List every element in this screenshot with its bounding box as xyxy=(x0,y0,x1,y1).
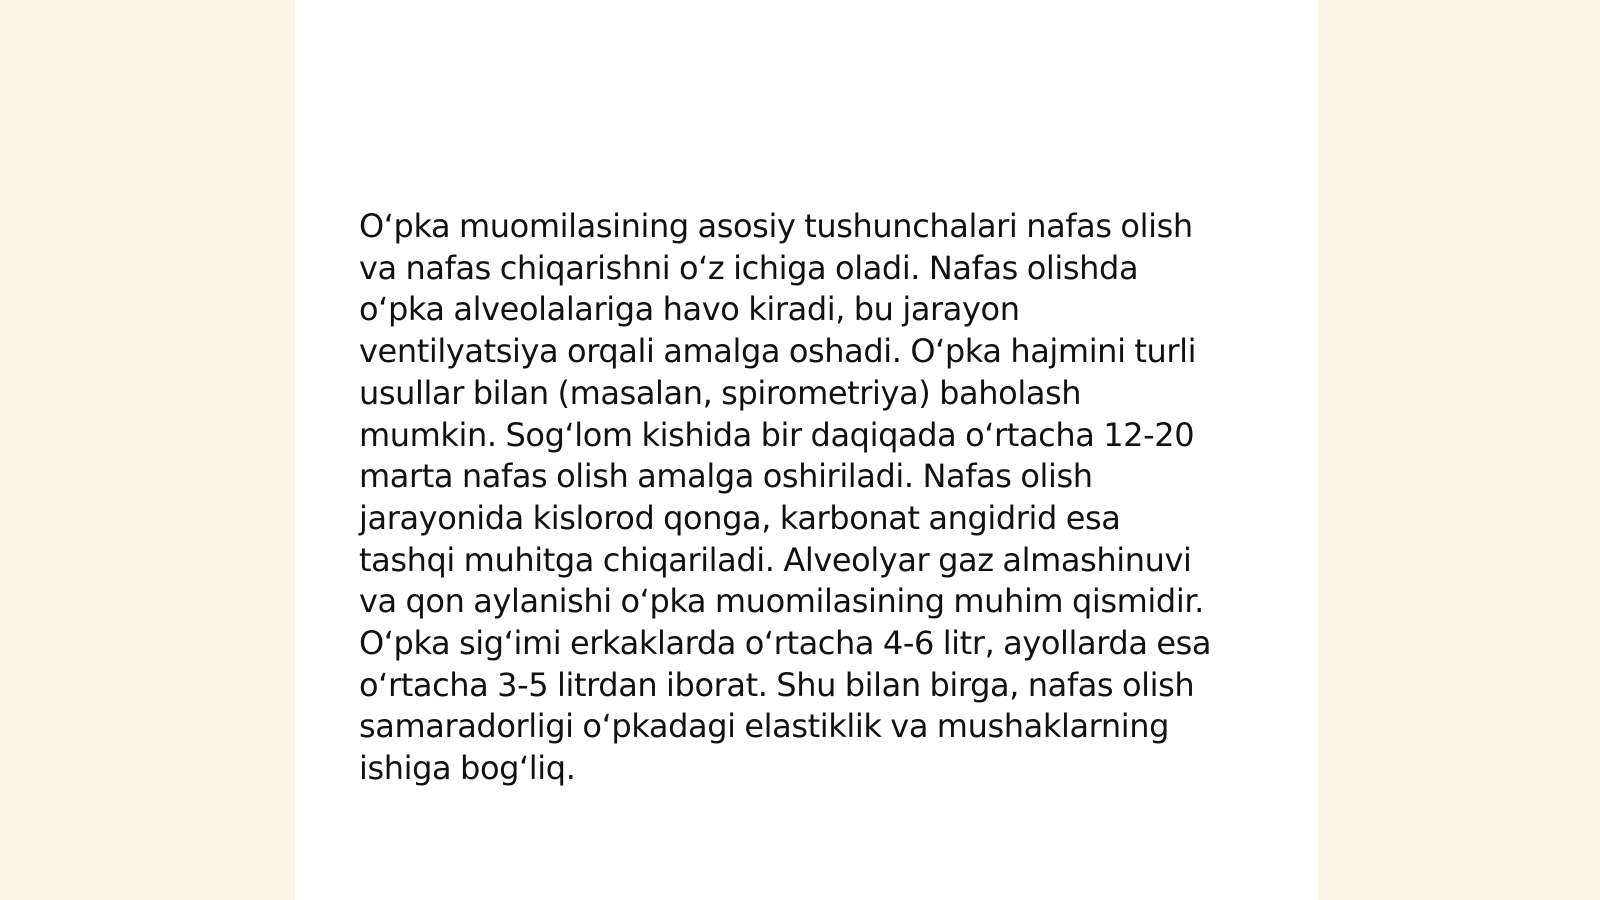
paragraph-line: Oʻpka sigʻimi erkaklarda oʻrtacha 4-6 litr, ayollarda esa xyxy=(359,624,1212,663)
paragraph-line: mumkin. Sogʻlom kishida bir daqiqada oʻrtacha 12-20 xyxy=(359,415,1195,454)
paragraph-line: Oʻpka muomilasining asosiy tushunchalari nafas olish xyxy=(359,207,1193,245)
body-paragraph xyxy=(359,206,1259,790)
paragraph-line: tashqi muhitga chiqariladi. Alveolyar gaz almashinuvi xyxy=(359,540,1192,579)
paragraph-line: ventilyatsiya orqali amalga oshadi. Oʻpka hajmini turli xyxy=(359,332,1197,371)
document-page xyxy=(295,0,1318,900)
paragraph-line: oʻpka alveolalariga havo kiradi, bu jarayon xyxy=(359,290,1020,329)
paragraph-line: marta nafas olish amalga oshiriladi. Nafas olish xyxy=(359,457,1093,496)
paragraph-line: va qon aylanishi oʻpka muomilasining muhim qismidir. xyxy=(359,582,1204,621)
paragraph-line: samaradorligi oʻpkadagi elastiklik va mushaklarning xyxy=(359,707,1170,746)
paragraph-line: jarayonida kislorod qonga, karbonat angidrid esa xyxy=(359,498,1121,537)
paragraph-line: ishiga bogʻliq. xyxy=(359,749,576,788)
paragraph-line: usullar bilan (masalan, spirometriya) baholash xyxy=(359,373,1082,412)
paragraph-line: va nafas chiqarishni oʻz ichiga oladi. Nafas olishda xyxy=(359,248,1139,287)
paragraph-line: oʻrtacha 3-5 litrdan iborat. Shu bilan birga, nafas olish xyxy=(359,665,1195,704)
